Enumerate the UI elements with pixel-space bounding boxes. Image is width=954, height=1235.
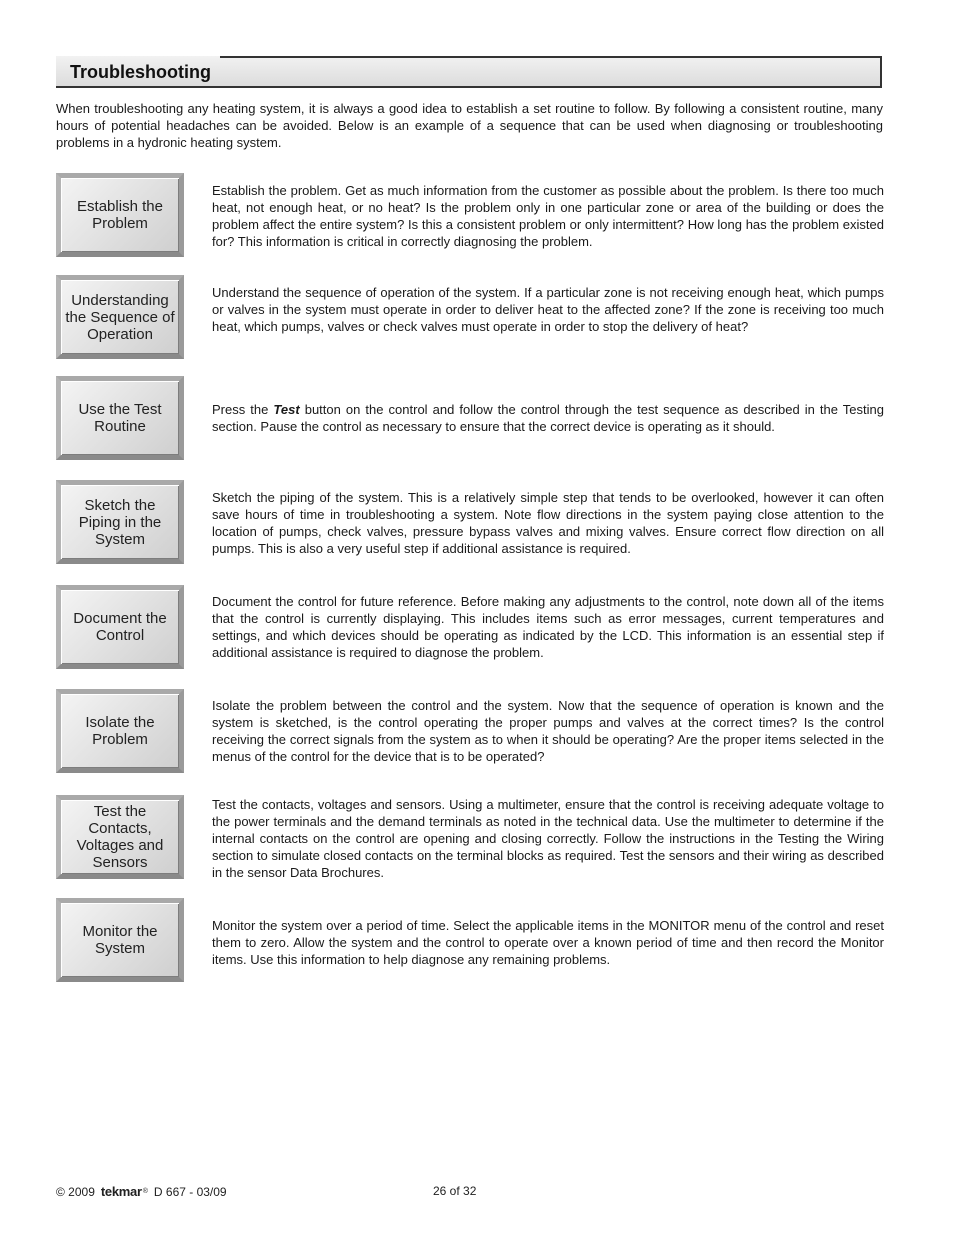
step-label: Monitor the System [82,923,158,957]
step-text-before: Press the [212,402,274,417]
document-id: D 667 - 03/09 [153,1184,227,1199]
step-description: Establish the problem. Get as much information from the customer as possible about the problem. Is there too much heat, not enough heat, or no heat? Is the problem only in one particular zone or area of the building or does the problem affect the entire system? Is this a consistent problem or only intermittent? How long has the problem existed for? This information is critical in correctly diagnosing the problem. [212,183,884,249]
intro-paragraph: When troubleshooting any heating system, it is always a good idea to establish a set routine to follow. By following a consistent routine, many hours of potential headaches can be avoided. Below is an example of a sequence that can be used when diagnosing or troubleshooting problems in a hydronic heating system. [56,101,883,150]
test-button-reference: Test [273,402,300,417]
step-button-test-contacts[interactable] [56,795,184,879]
brand-logo: tekmar [100,1184,142,1199]
step-button-isolate-problem[interactable] [56,689,184,773]
step-description: Isolate the problem between the control and the system. Now that the sequence of operation is known and the system is sketched, is the control operating the proper pumps and valves at the correct times? Is the control receiving the correct signals from the system as to when it should be operating? Are the proper items selected in the menus of the control for the device that is to be operated? [212,698,884,764]
step-description [212,401,884,435]
footer-left [56,1184,227,1199]
page-number: 26 of 32 [433,1184,477,1198]
step-description: Test the contacts, voltages and sensors. Using a multimeter, ensure that the control is receiving adequate voltage to the power terminals and the demand terminals as noted in the technical data. Use the multimeter to determine if the internal contacts on the control are opening and closing correctly. Follow the instructions in the Testing the Wiring section to simulate closed contacts on the terminal blocks as required. Test the sensors and their wiring as described in the sensor Data Brochures. [212,797,884,880]
step-label: Test the Contacts, Voltages and Sensors [76,803,164,871]
header-rule [220,56,882,58]
step-button-test-routine[interactable] [56,376,184,460]
step-label: Establish the Problem [77,198,163,232]
step-button-sketch-piping[interactable] [56,480,184,564]
step-label: Use the Test Routine [78,401,162,435]
step-button-monitor-system[interactable] [56,898,184,982]
section-header [56,56,882,88]
step-label: Isolate the Problem [85,714,155,748]
copyright: © 2009 [56,1184,95,1199]
step-description: Understand the sequence of operation of the system. If a particular zone is not receiving enough heat, which pumps or valves in the system must operate in order to deliver heat to the affected zone? If the zone is receiving too much heat, which pumps, valves or check valves must operate in order to stop the delivery of heat? [212,285,884,334]
step-description: Monitor the system over a period of time. Select the applicable items in the MONITOR menu of the control and reset them to zero. Allow the system and the control to operate over a known period of time and then record the Monitor items. Use this information to help diagnose any remaining problems. [212,918,884,967]
step-description: Document the control for future reference. Before making any adjustments to the control, note down all of the items that the control is currently displaying. This includes items such as error messages, current temperatures and settings, and which devices should be operating as indicated by the LCD. This information is an essential step if additional assistance is required to diagnose the problem. [212,594,884,660]
step-label: Understanding the Sequence of Operation [65,291,175,343]
step-button-sequence-of-operation[interactable] [56,275,184,359]
registered-mark: ® [142,1188,148,1195]
step-button-document-control[interactable] [56,585,184,669]
step-label: Document the Control [73,610,167,644]
step-text-after: button on the control and follow the control through the test sequence as described in the Testing section. Pause the control as necessary to ensure that the correct device is operating as it should. [212,402,884,434]
page-title: Troubleshooting [70,62,211,82]
step-label: Sketch the Piping in the System [78,496,162,548]
step-button-establish-problem[interactable] [56,173,184,257]
step-description: Sketch the piping of the system. This is a relatively simple step that tends to be overlooked, however it can often save hours of time in troubleshooting a system. Note flow directions in the system paying close attention to the location of pumps, check valves, pressure bypass valves and mixing valves. Ensure correct flow direction on all pumps. This is also a very useful step if additional assistance is required. [212,490,884,556]
